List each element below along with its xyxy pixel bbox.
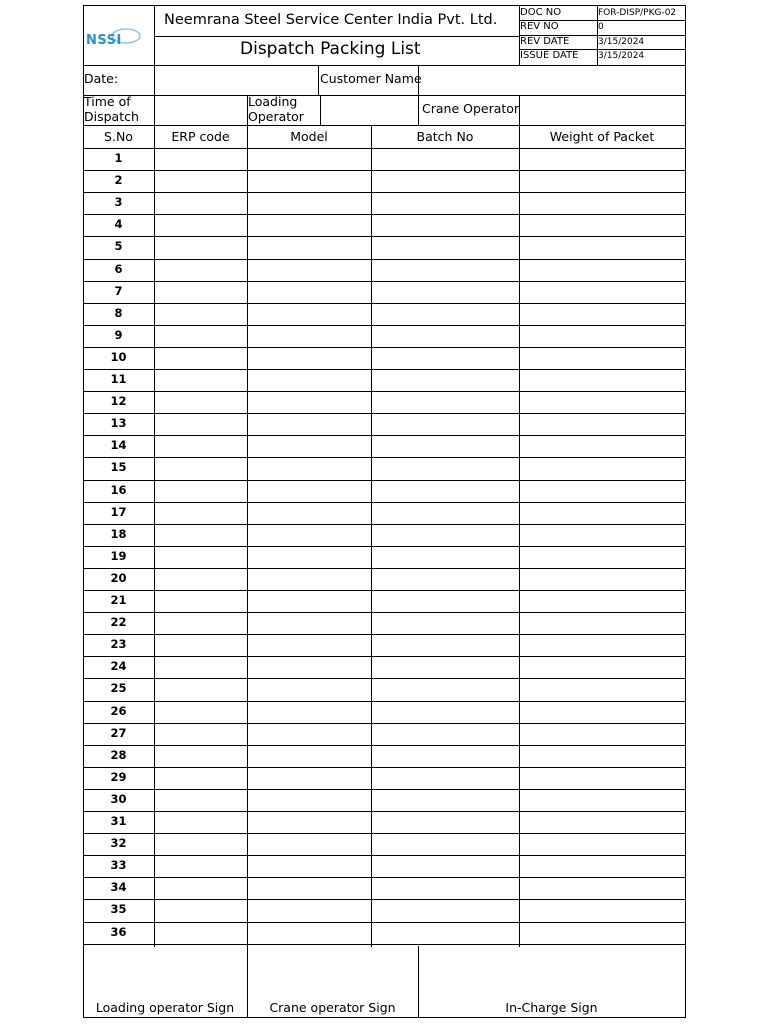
- grid-line: [83, 546, 686, 547]
- cell-weight[interactable]: [520, 834, 684, 854]
- time-of-dispatch-label-1: Time of: [84, 94, 131, 109]
- cell-model[interactable]: [248, 547, 370, 567]
- cell-model[interactable]: [248, 458, 370, 478]
- row-number: 7: [114, 283, 123, 298]
- cell-weight[interactable]: [520, 348, 684, 368]
- row-number: 26: [110, 703, 127, 718]
- cell-model[interactable]: [248, 812, 370, 832]
- grid-line: [83, 855, 686, 856]
- grid-line: [519, 49, 686, 50]
- cell-weight[interactable]: [520, 547, 684, 567]
- column-header-erp-code: ERP code: [171, 129, 230, 144]
- cell-weight[interactable]: [520, 282, 684, 302]
- grid-line: [154, 36, 520, 37]
- grid-line: [418, 95, 419, 126]
- grid-line: [83, 634, 686, 635]
- row-number: 25: [110, 681, 127, 696]
- cell-model[interactable]: [248, 591, 370, 611]
- cell-erp-code[interactable]: [155, 348, 246, 368]
- nssi-logo: [84, 20, 152, 56]
- cell-batch-no[interactable]: [372, 171, 518, 191]
- row-number: 22: [110, 615, 127, 630]
- cell-model[interactable]: [248, 392, 370, 412]
- grid-line: [154, 148, 155, 947]
- cell-batch-no[interactable]: [372, 591, 518, 611]
- cell-batch-no[interactable]: [372, 481, 518, 501]
- cell-batch-no[interactable]: [372, 613, 518, 633]
- time-of-dispatch-label-2: Dispatch: [84, 109, 139, 124]
- rev-date-label: REV DATE: [520, 36, 570, 47]
- grid-line: [83, 148, 686, 149]
- cell-erp-code[interactable]: [155, 193, 246, 213]
- crane-operator-sign-label: Crane operator Sign: [269, 1000, 396, 1015]
- loading-operator-field[interactable]: [321, 96, 418, 125]
- cell-weight[interactable]: [520, 458, 684, 478]
- cell-batch-no[interactable]: [372, 326, 518, 346]
- cell-model[interactable]: [248, 878, 370, 898]
- cell-erp-code[interactable]: [155, 458, 246, 478]
- row-number: 1: [114, 151, 123, 165]
- loading-operator-sign-label: Loading operator Sign: [95, 1000, 235, 1015]
- row-number: 29: [110, 769, 127, 784]
- cell-erp-code[interactable]: [155, 702, 246, 722]
- grid-line: [83, 391, 686, 392]
- cell-weight[interactable]: [520, 878, 684, 898]
- cell-weight[interactable]: [520, 679, 684, 699]
- grid-line: [83, 369, 686, 370]
- cell-model[interactable]: [248, 613, 370, 633]
- cell-batch-no[interactable]: [372, 436, 518, 456]
- cell-erp-code[interactable]: [155, 392, 246, 412]
- row-number: 18: [110, 526, 127, 541]
- cell-model[interactable]: [248, 900, 370, 920]
- cell-batch-no[interactable]: [372, 392, 518, 412]
- cell-weight[interactable]: [520, 724, 684, 744]
- row-number: 16: [110, 482, 127, 497]
- row-number: 28: [110, 747, 127, 762]
- row-number: 19: [110, 548, 127, 563]
- cell-model[interactable]: [248, 702, 370, 722]
- row-number: 3: [114, 195, 123, 210]
- cell-batch-no[interactable]: [372, 370, 518, 390]
- cell-weight[interactable]: [520, 569, 684, 589]
- grid-line: [83, 236, 686, 237]
- grid-line: [83, 590, 686, 591]
- row-number: 9: [114, 327, 123, 342]
- cell-erp-code[interactable]: [155, 260, 246, 280]
- cell-batch-no[interactable]: [372, 657, 518, 677]
- rev-date-value: 3/15/2024: [598, 37, 645, 47]
- crane-operator-label: Crane Operator: [422, 101, 520, 116]
- row-number: 34: [110, 880, 127, 895]
- grid-line: [83, 612, 686, 613]
- grid-line: [83, 125, 686, 126]
- cell-model[interactable]: [248, 237, 370, 257]
- cell-weight[interactable]: [520, 525, 684, 545]
- cell-erp-code[interactable]: [155, 635, 246, 655]
- doc-no-value: FOR-DISP/PKG-02: [598, 8, 677, 18]
- grid-line: [83, 524, 686, 525]
- grid-line: [83, 1017, 686, 1018]
- cell-weight[interactable]: [520, 392, 684, 412]
- grid-line: [318, 65, 319, 96]
- loading-operator-label-2: Operator: [248, 109, 304, 124]
- row-number: 17: [110, 504, 127, 519]
- cell-erp-code[interactable]: [155, 149, 246, 169]
- company-name: Neemrana Steel Service Center India Pvt. Ltd.: [164, 12, 498, 28]
- row-number: 23: [110, 637, 127, 652]
- cell-weight[interactable]: [520, 746, 684, 766]
- cell-batch-no[interactable]: [372, 856, 518, 876]
- cell-batch-no[interactable]: [372, 193, 518, 213]
- row-number: 33: [110, 858, 127, 873]
- cell-weight[interactable]: [520, 635, 684, 655]
- cell-model[interactable]: [248, 856, 370, 876]
- cell-erp-code[interactable]: [155, 326, 246, 346]
- column-header-weight: Weight of Packet: [549, 129, 655, 144]
- row-number: 21: [110, 593, 127, 607]
- cell-erp-code[interactable]: [155, 812, 246, 832]
- cell-batch-no[interactable]: [372, 724, 518, 744]
- cell-erp-code[interactable]: [155, 282, 246, 302]
- row-number: 13: [110, 416, 127, 431]
- cell-model[interactable]: [248, 503, 370, 523]
- cell-erp-code[interactable]: [155, 481, 246, 501]
- cell-model[interactable]: [248, 790, 370, 810]
- cell-model[interactable]: [248, 414, 370, 434]
- row-number: 35: [110, 902, 127, 917]
- grid-line: [83, 922, 686, 923]
- cell-weight[interactable]: [520, 790, 684, 810]
- column-header-model: Model: [290, 129, 328, 144]
- cell-erp-code[interactable]: [155, 768, 246, 788]
- cell-model[interactable]: [248, 193, 370, 213]
- cell-model[interactable]: [248, 768, 370, 788]
- cell-weight[interactable]: [520, 326, 684, 346]
- row-number: 27: [110, 725, 127, 740]
- cell-batch-no[interactable]: [372, 768, 518, 788]
- cell-erp-code[interactable]: [155, 503, 246, 523]
- cell-weight[interactable]: [520, 856, 684, 876]
- grid-line: [418, 65, 419, 96]
- grid-line: [83, 192, 686, 193]
- cell-model[interactable]: [248, 679, 370, 699]
- cell-erp-code[interactable]: [155, 171, 246, 191]
- grid-line: [83, 95, 686, 96]
- row-number: 4: [114, 217, 123, 232]
- cell-weight[interactable]: [520, 768, 684, 788]
- cell-model[interactable]: [248, 657, 370, 677]
- grid-line: [83, 303, 686, 304]
- grid-line: [83, 5, 84, 1018]
- cell-model[interactable]: [248, 724, 370, 744]
- grid-line: [83, 259, 686, 260]
- cell-erp-code[interactable]: [155, 834, 246, 854]
- grid-line: [83, 767, 686, 768]
- cell-weight[interactable]: [520, 193, 684, 213]
- grid-line: [83, 678, 686, 679]
- loading-operator-label-1: Loading: [248, 94, 298, 109]
- cell-weight[interactable]: [520, 481, 684, 501]
- cell-model[interactable]: [248, 149, 370, 169]
- cell-batch-no[interactable]: [372, 215, 518, 235]
- cell-weight[interactable]: [520, 436, 684, 456]
- cell-model[interactable]: [248, 923, 370, 943]
- grid-line: [83, 5, 686, 6]
- cell-batch-no[interactable]: [372, 746, 518, 766]
- cell-model[interactable]: [248, 746, 370, 766]
- grid-line: [83, 457, 686, 458]
- row-number: 36: [110, 924, 127, 939]
- cell-batch-no[interactable]: [372, 790, 518, 810]
- cell-weight[interactable]: [520, 923, 684, 943]
- cell-model[interactable]: [248, 171, 370, 191]
- grid-line: [83, 899, 686, 900]
- cell-erp-code[interactable]: [155, 679, 246, 699]
- row-number: 5: [114, 239, 123, 254]
- cell-erp-code[interactable]: [155, 569, 246, 589]
- grid-line: [83, 877, 686, 878]
- customer-name-label: Customer Name: [320, 71, 422, 86]
- cell-weight[interactable]: [520, 702, 684, 722]
- cell-erp-code[interactable]: [155, 923, 246, 943]
- row-number: 15: [110, 460, 127, 475]
- row-number: 12: [110, 394, 127, 409]
- cell-weight[interactable]: [520, 613, 684, 633]
- cell-batch-no[interactable]: [372, 569, 518, 589]
- cell-weight[interactable]: [520, 237, 684, 257]
- cell-erp-code[interactable]: [155, 657, 246, 677]
- cell-weight[interactable]: [520, 304, 684, 324]
- row-number: 6: [114, 261, 123, 276]
- grid-line: [83, 281, 686, 282]
- grid-line: [83, 170, 686, 171]
- row-number: 20: [110, 570, 127, 585]
- cell-model[interactable]: [248, 348, 370, 368]
- cell-erp-code[interactable]: [155, 790, 246, 810]
- cell-model[interactable]: [248, 304, 370, 324]
- row-number: 31: [110, 814, 127, 828]
- cell-batch-no[interactable]: [372, 679, 518, 699]
- row-number: 2: [114, 173, 123, 188]
- row-number: 14: [110, 438, 127, 453]
- cell-batch-no[interactable]: [372, 458, 518, 478]
- grid-line: [83, 723, 686, 724]
- logo-text: NSSI: [86, 33, 122, 48]
- grid-line: [83, 65, 686, 66]
- row-number: 32: [110, 836, 127, 851]
- grid-line: [83, 789, 686, 790]
- cell-weight[interactable]: [520, 171, 684, 191]
- cell-erp-code[interactable]: [155, 370, 246, 390]
- cell-batch-no[interactable]: [372, 635, 518, 655]
- grid-line: [83, 502, 686, 503]
- cell-weight[interactable]: [520, 414, 684, 434]
- cell-model[interactable]: [248, 481, 370, 501]
- cell-model[interactable]: [248, 635, 370, 655]
- cell-erp-code[interactable]: [155, 547, 246, 567]
- cell-weight[interactable]: [520, 900, 684, 920]
- grid-line: [83, 347, 686, 348]
- cell-batch-no[interactable]: [372, 348, 518, 368]
- cell-erp-code[interactable]: [155, 613, 246, 633]
- cell-erp-code[interactable]: [155, 525, 246, 545]
- cell-model[interactable]: [248, 569, 370, 589]
- cell-batch-no[interactable]: [372, 304, 518, 324]
- cell-batch-no[interactable]: [372, 923, 518, 943]
- row-number: 30: [110, 791, 127, 806]
- row-number: 8: [114, 305, 123, 320]
- cell-erp-code[interactable]: [155, 900, 246, 920]
- grid-line: [83, 214, 686, 215]
- grid-line: [83, 833, 686, 834]
- cell-batch-no[interactable]: [372, 702, 518, 722]
- crane-operator-field[interactable]: [520, 96, 684, 125]
- grid-line: [83, 413, 686, 414]
- cell-weight[interactable]: [520, 657, 684, 677]
- rev-no-label: REV NO: [520, 21, 559, 32]
- grid-line: [83, 480, 686, 481]
- date-field[interactable]: [155, 66, 318, 95]
- cell-erp-code[interactable]: [155, 414, 246, 434]
- cell-model[interactable]: [248, 370, 370, 390]
- grid-line: [519, 35, 686, 36]
- grid-line: [83, 745, 686, 746]
- cell-model[interactable]: [248, 282, 370, 302]
- cell-batch-no[interactable]: [372, 525, 518, 545]
- grid-line: [371, 125, 372, 947]
- grid-line: [83, 944, 686, 945]
- cell-erp-code[interactable]: [155, 436, 246, 456]
- cell-erp-code[interactable]: [155, 237, 246, 257]
- cell-weight[interactable]: [520, 260, 684, 280]
- cell-erp-code[interactable]: [155, 878, 246, 898]
- in-charge-sign-label: In-Charge Sign: [505, 1000, 598, 1015]
- grid-line: [83, 325, 686, 326]
- loading-operator-sign-area[interactable]: [84, 946, 246, 998]
- rev-no-value: 0: [598, 22, 604, 32]
- cell-batch-no[interactable]: [372, 547, 518, 567]
- cell-batch-no[interactable]: [372, 237, 518, 257]
- document-title: Dispatch Packing List: [240, 39, 421, 59]
- cell-weight[interactable]: [520, 215, 684, 235]
- cell-model[interactable]: [248, 215, 370, 235]
- customer-name-field[interactable]: [419, 66, 684, 95]
- grid-line: [247, 95, 248, 1018]
- issue-date-value: 3/15/2024: [598, 51, 645, 61]
- cell-weight[interactable]: [520, 370, 684, 390]
- cell-erp-code[interactable]: [155, 215, 246, 235]
- grid-line: [519, 95, 520, 947]
- cell-model[interactable]: [248, 525, 370, 545]
- issue-date-label: ISSUE DATE: [520, 50, 579, 61]
- cell-batch-no[interactable]: [372, 149, 518, 169]
- cell-erp-code[interactable]: [155, 746, 246, 766]
- time-of-dispatch-field[interactable]: [155, 96, 246, 125]
- column-header-batch-no: Batch No: [416, 129, 474, 144]
- cell-batch-no[interactable]: [372, 878, 518, 898]
- grid-line: [83, 811, 686, 812]
- cell-weight[interactable]: [520, 591, 684, 611]
- cell-batch-no[interactable]: [372, 834, 518, 854]
- cell-weight[interactable]: [520, 149, 684, 169]
- cell-batch-no[interactable]: [372, 260, 518, 280]
- row-number: 10: [110, 349, 127, 364]
- cell-weight[interactable]: [520, 503, 684, 523]
- date-label: Date:: [84, 71, 119, 86]
- grid-line: [685, 5, 686, 1018]
- cell-batch-no[interactable]: [372, 900, 518, 920]
- crane-operator-sign-area[interactable]: [248, 946, 417, 998]
- column-header-sno: S.No: [104, 129, 133, 144]
- doc-no-label: DOC NO: [520, 7, 562, 18]
- cell-batch-no[interactable]: [372, 812, 518, 832]
- cell-model[interactable]: [248, 834, 370, 854]
- cell-erp-code[interactable]: [155, 304, 246, 324]
- cell-erp-code[interactable]: [155, 856, 246, 876]
- grid-line: [83, 568, 686, 569]
- in-charge-sign-area[interactable]: [419, 946, 684, 998]
- cell-batch-no[interactable]: [372, 503, 518, 523]
- grid-line: [519, 20, 686, 21]
- grid-line: [320, 95, 321, 126]
- row-number: 24: [110, 659, 127, 674]
- cell-model[interactable]: [248, 436, 370, 456]
- row-number: 11: [110, 372, 127, 386]
- cell-weight[interactable]: [520, 812, 684, 832]
- cell-model[interactable]: [248, 326, 370, 346]
- grid-line: [83, 435, 686, 436]
- cell-erp-code[interactable]: [155, 591, 246, 611]
- grid-line: [83, 656, 686, 657]
- grid-line: [83, 701, 686, 702]
- grid-line: [154, 65, 155, 149]
- cell-model[interactable]: [248, 260, 370, 280]
- cell-batch-no[interactable]: [372, 414, 518, 434]
- cell-erp-code[interactable]: [155, 724, 246, 744]
- cell-batch-no[interactable]: [372, 282, 518, 302]
